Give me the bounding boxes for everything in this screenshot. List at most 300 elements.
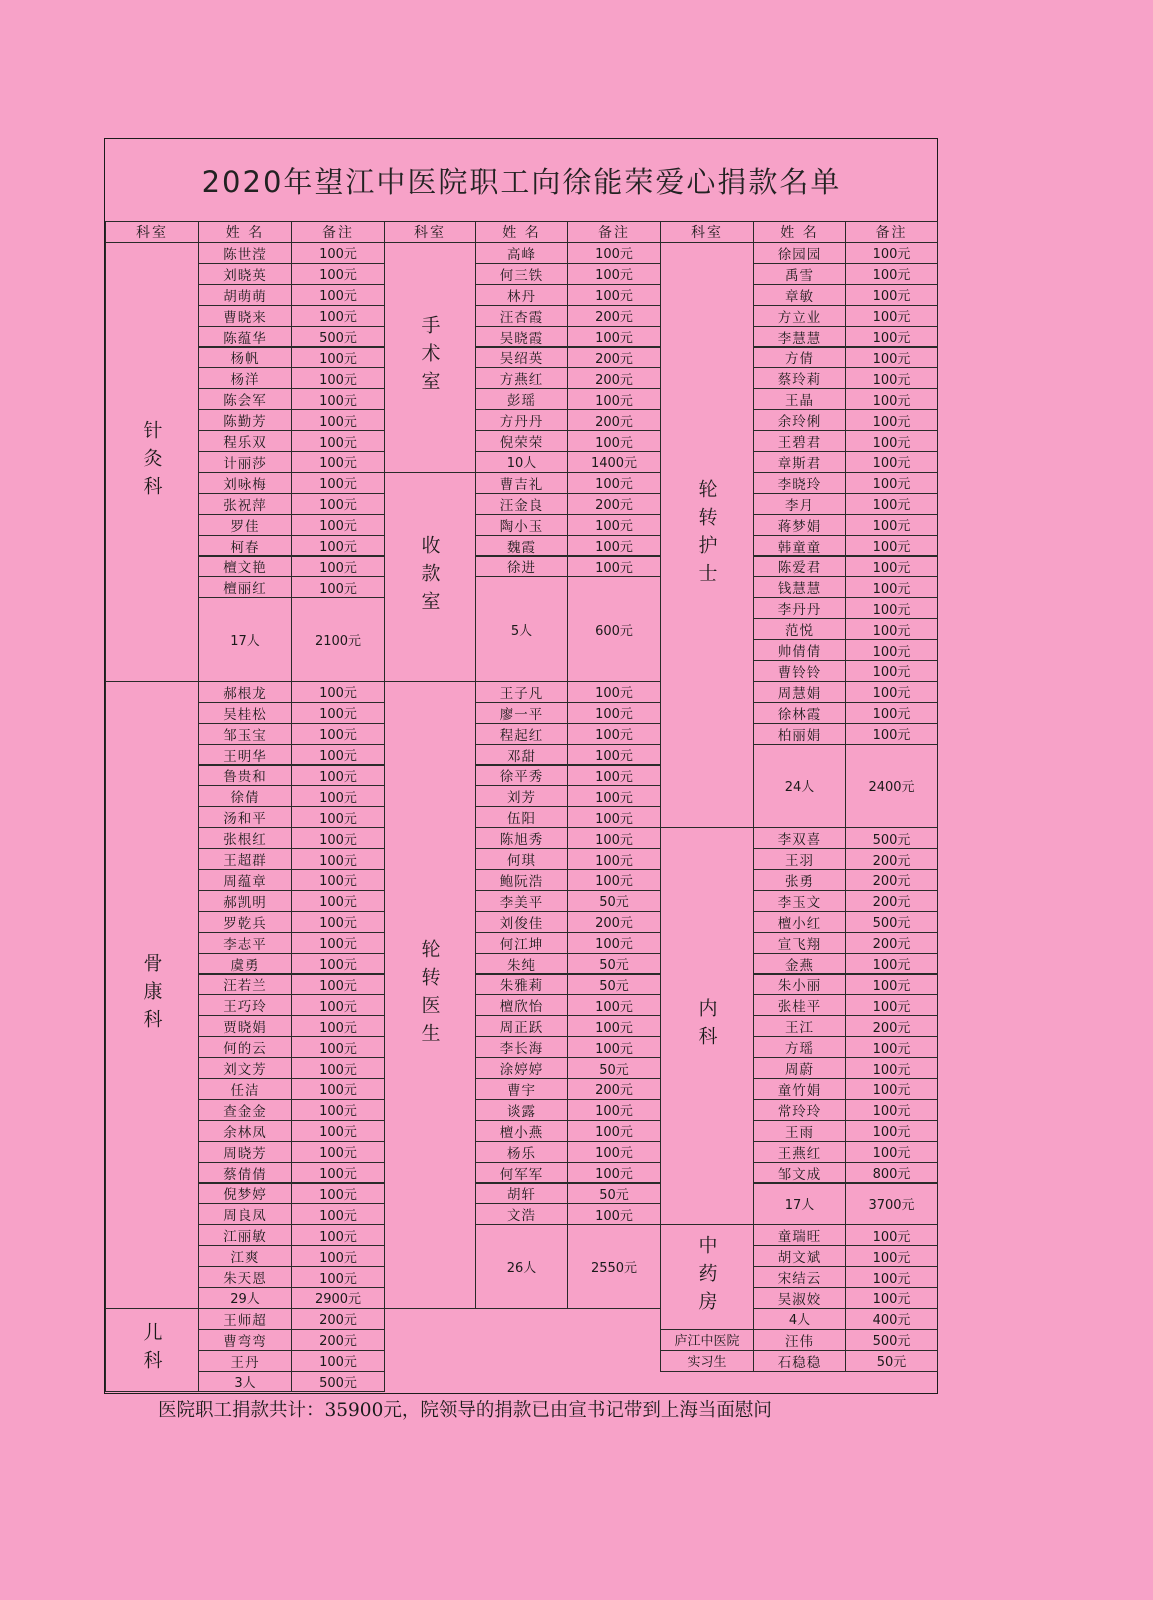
donation-amount: 100元 xyxy=(845,242,938,264)
donation-amount: 100元 xyxy=(291,472,385,494)
donation-amount: 100元 xyxy=(291,1245,385,1267)
donation-amount: 100元 xyxy=(567,242,661,264)
donation-amount: 100元 xyxy=(291,890,385,912)
donor-name: 汪金良 xyxy=(475,493,568,515)
donor-name: 王碧君 xyxy=(753,430,846,452)
donation-amount: 100元 xyxy=(291,911,385,933)
donation-amount: 100元 xyxy=(291,514,385,536)
donation-amount: 100元 xyxy=(567,472,661,494)
donation-amount: 100元 xyxy=(845,263,938,285)
dept-cell: 儿科 xyxy=(105,1308,199,1393)
donor-name: 朱雅莉 xyxy=(475,974,568,996)
donor-name: 王江 xyxy=(753,1015,846,1037)
donation-amount: 100元 xyxy=(291,1183,385,1205)
header-name: 姓 名 xyxy=(475,221,568,243)
donation-amount: 100元 xyxy=(291,493,385,515)
dept-total: 600元 xyxy=(567,576,661,682)
donor-name: 郝凯明 xyxy=(198,890,292,912)
donor-name: 徐倩 xyxy=(198,785,292,807)
donor-name: 何军军 xyxy=(475,1162,568,1184)
donation-amount: 500元 xyxy=(845,1329,938,1351)
donation-amount: 100元 xyxy=(845,1078,938,1100)
donor-name: 王师超 xyxy=(198,1308,292,1330)
donor-name: 朱纯 xyxy=(475,953,568,975)
donation-amount: 100元 xyxy=(845,535,938,557)
donor-name: 何三铁 xyxy=(475,263,568,285)
dept-count: 10人 xyxy=(475,451,568,473)
donation-amount: 100元 xyxy=(845,974,938,996)
donor-name: 周良凤 xyxy=(198,1203,292,1225)
header-note: 备注 xyxy=(845,221,938,243)
donor-name: 柏丽娟 xyxy=(753,723,846,745)
donor-name: 李慧慧 xyxy=(753,326,846,348)
donor-name: 伍阳 xyxy=(475,806,568,828)
donor-name: 蒋梦娟 xyxy=(753,514,846,536)
donation-amount: 200元 xyxy=(567,911,661,933)
donation-amount: 100元 xyxy=(845,367,938,389)
dept-cell: 轮转医生 xyxy=(384,681,476,1309)
donor-name: 周正跃 xyxy=(475,1015,568,1037)
donation-amount: 100元 xyxy=(845,347,938,369)
donor-name: 王巧玲 xyxy=(198,994,292,1016)
donation-amount: 100元 xyxy=(845,660,938,682)
donation-amount: 100元 xyxy=(291,1099,385,1121)
donation-amount: 100元 xyxy=(291,535,385,557)
donation-amount: 100元 xyxy=(291,827,385,849)
donation-amount: 200元 xyxy=(567,347,661,369)
donation-amount: 100元 xyxy=(291,785,385,807)
donor-name: 王丹 xyxy=(198,1350,292,1372)
donor-name: 刘芳 xyxy=(475,785,568,807)
donor-name: 倪梦婷 xyxy=(198,1183,292,1205)
donor-name: 邹玉宝 xyxy=(198,723,292,745)
donor-name: 柯春 xyxy=(198,535,292,557)
donor-name: 宋结云 xyxy=(753,1266,846,1288)
donor-name: 程乐双 xyxy=(198,430,292,452)
donation-amount: 100元 xyxy=(845,702,938,724)
donor-name: 檀小红 xyxy=(753,911,846,933)
donor-name: 李晓玲 xyxy=(753,472,846,494)
donation-amount: 100元 xyxy=(845,994,938,1016)
donation-amount: 100元 xyxy=(291,367,385,389)
donor-name: 胡萌萌 xyxy=(198,284,292,306)
donor-name: 徐园园 xyxy=(753,242,846,264)
donation-amount: 200元 xyxy=(291,1329,385,1351)
donor-name: 曹弯弯 xyxy=(198,1329,292,1351)
donor-name: 王子凡 xyxy=(475,681,568,703)
donor-name: 刘晓英 xyxy=(198,263,292,285)
donation-amount: 100元 xyxy=(845,430,938,452)
donation-amount: 100元 xyxy=(291,974,385,996)
donation-amount: 100元 xyxy=(845,681,938,703)
donation-amount: 100元 xyxy=(567,1015,661,1037)
donor-name: 童瑞旺 xyxy=(753,1224,846,1246)
donor-name: 周蕴章 xyxy=(198,869,292,891)
header-dept: 科室 xyxy=(660,221,754,243)
donation-amount: 100元 xyxy=(291,1224,385,1246)
donor-name: 谈露 xyxy=(475,1099,568,1121)
donation-amount: 100元 xyxy=(567,765,661,787)
donor-name: 何的云 xyxy=(198,1036,292,1058)
donation-amount: 100元 xyxy=(845,1036,938,1058)
dept-count: 3人 xyxy=(198,1371,292,1393)
donor-name: 张根红 xyxy=(198,827,292,849)
donor-name: 陈爱君 xyxy=(753,556,846,578)
donor-name: 张勇 xyxy=(753,869,846,891)
donor-name: 吴绍英 xyxy=(475,347,568,369)
donor-name: 童竹娟 xyxy=(753,1078,846,1100)
donor-name: 周慧娟 xyxy=(753,681,846,703)
donation-amount: 100元 xyxy=(291,1036,385,1058)
donor-name: 胡轩 xyxy=(475,1183,568,1205)
donation-amount: 100元 xyxy=(845,556,938,578)
donor-name: 陶小玉 xyxy=(475,514,568,536)
dept-count: 5人 xyxy=(475,576,568,682)
donation-amount: 100元 xyxy=(567,514,661,536)
donor-name: 何琪 xyxy=(475,848,568,870)
donor-name: 李玉文 xyxy=(753,890,846,912)
dept-cell: 轮转护士 xyxy=(660,242,754,828)
donation-amount: 50元 xyxy=(567,890,661,912)
donation-amount: 100元 xyxy=(567,1203,661,1225)
donation-amount: 100元 xyxy=(291,451,385,473)
donor-name: 王晶 xyxy=(753,388,846,410)
donor-name: 李长海 xyxy=(475,1036,568,1058)
donor-name: 韩童童 xyxy=(753,535,846,557)
donation-amount: 100元 xyxy=(845,723,938,745)
donation-amount: 100元 xyxy=(291,681,385,703)
donor-name: 邓甜 xyxy=(475,744,568,766)
donor-name: 曹吉礼 xyxy=(475,472,568,494)
donor-name: 周蔚 xyxy=(753,1057,846,1079)
donation-amount: 50元 xyxy=(567,953,661,975)
donor-name: 陈世滢 xyxy=(198,242,292,264)
donor-name: 曹铃铃 xyxy=(753,660,846,682)
donation-amount: 100元 xyxy=(291,1203,385,1225)
donor-name: 李月 xyxy=(753,493,846,515)
donor-name: 程起红 xyxy=(475,723,568,745)
donor-name: 彭瑶 xyxy=(475,388,568,410)
donation-amount: 100元 xyxy=(567,388,661,410)
donation-amount: 100元 xyxy=(291,430,385,452)
donor-name: 鲁贵和 xyxy=(198,765,292,787)
donor-name: 王雨 xyxy=(753,1120,846,1142)
donation-amount: 100元 xyxy=(567,785,661,807)
donation-amount: 100元 xyxy=(567,284,661,306)
donation-amount: 100元 xyxy=(567,806,661,828)
donor-name: 吴桂松 xyxy=(198,702,292,724)
donor-name: 汪若兰 xyxy=(198,974,292,996)
donor-name: 罗佳 xyxy=(198,514,292,536)
donor-name: 朱天恩 xyxy=(198,1266,292,1288)
dept-total: 2100元 xyxy=(291,597,385,682)
donor-name: 陈勤芳 xyxy=(198,409,292,431)
donation-amount: 100元 xyxy=(291,806,385,828)
dept-total: 1400元 xyxy=(567,451,661,473)
dept-cell: 实习生 xyxy=(660,1350,754,1372)
dept-cell: 中药房 xyxy=(660,1224,754,1330)
donor-name: 檀小燕 xyxy=(475,1120,568,1142)
donation-amount: 100元 xyxy=(291,242,385,264)
donation-amount: 100元 xyxy=(291,932,385,954)
dept-count: 24人 xyxy=(753,744,846,829)
donor-name: 陈旭秀 xyxy=(475,827,568,849)
donor-name: 李丹丹 xyxy=(753,597,846,619)
donation-amount: 50元 xyxy=(567,1183,661,1205)
donation-amount: 100元 xyxy=(845,1287,938,1309)
dept-total: 400元 xyxy=(845,1308,938,1330)
donation-amount: 100元 xyxy=(567,994,661,1016)
donation-amount: 100元 xyxy=(567,848,661,870)
donor-name: 郝根龙 xyxy=(198,681,292,703)
donation-amount: 200元 xyxy=(567,367,661,389)
donor-name: 方瑶 xyxy=(753,1036,846,1058)
donation-amount: 200元 xyxy=(845,1015,938,1037)
donor-name: 李美平 xyxy=(475,890,568,912)
donation-amount: 100元 xyxy=(845,1224,938,1246)
donor-name: 吴淑姣 xyxy=(753,1287,846,1309)
donor-name: 魏霞 xyxy=(475,535,568,557)
donor-name: 计丽莎 xyxy=(198,451,292,473)
donor-name: 方丹丹 xyxy=(475,409,568,431)
donor-name: 廖一平 xyxy=(475,702,568,724)
donor-name: 胡文斌 xyxy=(753,1245,846,1267)
donation-amount: 200元 xyxy=(845,869,938,891)
donation-amount: 100元 xyxy=(291,1141,385,1163)
donor-name: 帅倩倩 xyxy=(753,639,846,661)
donation-amount: 100元 xyxy=(845,493,938,515)
donation-amount: 100元 xyxy=(567,1099,661,1121)
donor-name: 何江坤 xyxy=(475,932,568,954)
dept-count: 4人 xyxy=(753,1308,846,1330)
dept-cell: 骨康科 xyxy=(105,681,199,1309)
donation-amount: 100元 xyxy=(567,827,661,849)
donation-amount: 100元 xyxy=(845,1266,938,1288)
donor-name: 刘俊佳 xyxy=(475,911,568,933)
donation-amount: 100元 xyxy=(845,514,938,536)
donation-amount: 100元 xyxy=(291,1266,385,1288)
donation-amount: 500元 xyxy=(845,827,938,849)
donation-amount: 100元 xyxy=(845,1245,938,1267)
donation-amount: 100元 xyxy=(845,472,938,494)
donation-amount: 100元 xyxy=(567,535,661,557)
donation-amount: 100元 xyxy=(291,556,385,578)
donation-amount: 100元 xyxy=(567,556,661,578)
donation-amount: 200元 xyxy=(291,1308,385,1330)
donation-amount: 100元 xyxy=(291,388,385,410)
donor-name: 石稳稳 xyxy=(753,1350,846,1372)
donation-amount: 200元 xyxy=(845,932,938,954)
donation-amount: 100元 xyxy=(567,263,661,285)
donor-name: 余玲俐 xyxy=(753,409,846,431)
dept-cell: 庐江中医院 xyxy=(660,1329,754,1351)
header-dept: 科室 xyxy=(384,221,476,243)
dept-total: 500元 xyxy=(291,1371,385,1393)
donor-name: 曹宇 xyxy=(475,1078,568,1100)
donation-amount: 100元 xyxy=(845,1141,938,1163)
dept-count: 17人 xyxy=(198,597,292,682)
donation-amount: 100元 xyxy=(845,284,938,306)
donor-name: 罗乾兵 xyxy=(198,911,292,933)
donation-amount: 100元 xyxy=(567,744,661,766)
donation-amount: 100元 xyxy=(567,1162,661,1184)
donor-name: 章斯君 xyxy=(753,451,846,473)
donor-name: 檀丽红 xyxy=(198,576,292,598)
dept-count: 17人 xyxy=(753,1183,846,1226)
page-title: 2020年望江中医院职工向徐能荣爱心捐款名单 xyxy=(201,164,842,199)
donor-name: 方立业 xyxy=(753,305,846,327)
donor-name: 虞勇 xyxy=(198,953,292,975)
donation-amount: 100元 xyxy=(291,305,385,327)
donation-amount: 200元 xyxy=(567,493,661,515)
donor-name: 涂婷婷 xyxy=(475,1057,568,1079)
donor-name: 江爽 xyxy=(198,1245,292,1267)
donor-name: 任洁 xyxy=(198,1078,292,1100)
donor-name: 钱慧慧 xyxy=(753,576,846,598)
donation-amount: 100元 xyxy=(567,723,661,745)
donation-amount: 100元 xyxy=(291,1120,385,1142)
donation-amount: 100元 xyxy=(845,326,938,348)
donation-amount: 100元 xyxy=(845,409,938,431)
donation-amount: 100元 xyxy=(291,1162,385,1184)
dept-cell: 收款室 xyxy=(384,472,476,682)
dept-cell: 内科 xyxy=(660,827,754,1225)
donor-name: 蔡倩倩 xyxy=(198,1162,292,1184)
donor-name: 高峰 xyxy=(475,242,568,264)
donation-amount: 100元 xyxy=(567,932,661,954)
donation-amount: 100元 xyxy=(291,744,385,766)
donation-amount: 100元 xyxy=(845,576,938,598)
dept-total: 2550元 xyxy=(567,1224,661,1309)
donor-name: 杨洋 xyxy=(198,367,292,389)
donor-name: 王燕红 xyxy=(753,1141,846,1163)
donation-amount: 100元 xyxy=(291,1350,385,1372)
header-note: 备注 xyxy=(567,221,661,243)
donation-amount: 100元 xyxy=(845,1057,938,1079)
donor-name: 方燕红 xyxy=(475,367,568,389)
donor-name: 徐林霞 xyxy=(753,702,846,724)
donor-name: 吴晓霞 xyxy=(475,326,568,348)
donor-name: 张祝萍 xyxy=(198,493,292,515)
donor-name: 檀文艳 xyxy=(198,556,292,578)
donor-name: 章敏 xyxy=(753,284,846,306)
donor-name: 文浩 xyxy=(475,1203,568,1225)
dept-count: 29人 xyxy=(198,1287,292,1309)
donation-amount: 100元 xyxy=(291,1057,385,1079)
donation-amount: 800元 xyxy=(845,1162,938,1184)
donation-amount: 200元 xyxy=(567,409,661,431)
donation-amount: 100元 xyxy=(291,765,385,787)
donation-amount: 100元 xyxy=(291,702,385,724)
donation-amount: 100元 xyxy=(291,994,385,1016)
donation-amount: 100元 xyxy=(567,1120,661,1142)
donor-name: 王羽 xyxy=(753,848,846,870)
donation-amount: 100元 xyxy=(845,305,938,327)
dept-total: 3700元 xyxy=(845,1183,938,1226)
donation-amount: 100元 xyxy=(845,953,938,975)
donor-name: 王超群 xyxy=(198,848,292,870)
donation-amount: 500元 xyxy=(845,911,938,933)
dept-count: 26人 xyxy=(475,1224,568,1309)
donation-amount: 200元 xyxy=(567,1078,661,1100)
donor-name: 方倩 xyxy=(753,347,846,369)
donation-amount: 100元 xyxy=(845,1099,938,1121)
donor-name: 刘文芳 xyxy=(198,1057,292,1079)
donation-amount: 100元 xyxy=(567,702,661,724)
donor-name: 常玲玲 xyxy=(753,1099,846,1121)
donor-name: 杨帆 xyxy=(198,347,292,369)
donation-amount: 100元 xyxy=(291,1015,385,1037)
donor-name: 汪杏霞 xyxy=(475,305,568,327)
donor-name: 江丽敏 xyxy=(198,1224,292,1246)
header-note: 备注 xyxy=(291,221,385,243)
donation-amount: 100元 xyxy=(291,409,385,431)
donor-name: 余林凤 xyxy=(198,1120,292,1142)
donation-amount: 100元 xyxy=(567,430,661,452)
donor-name: 蔡玲莉 xyxy=(753,367,846,389)
donation-amount: 200元 xyxy=(845,848,938,870)
donor-name: 贾晓娟 xyxy=(198,1015,292,1037)
donor-name: 范悦 xyxy=(753,618,846,640)
donation-amount: 100元 xyxy=(567,1036,661,1058)
donation-amount: 100元 xyxy=(291,1078,385,1100)
donor-name: 刘咏梅 xyxy=(198,472,292,494)
donation-amount: 500元 xyxy=(291,326,385,348)
header-name: 姓 名 xyxy=(753,221,846,243)
donor-name: 倪荣荣 xyxy=(475,430,568,452)
donation-amount: 50元 xyxy=(567,974,661,996)
donation-amount: 100元 xyxy=(291,848,385,870)
donor-name: 周晓芳 xyxy=(198,1141,292,1163)
dept-cell: 针灸科 xyxy=(105,242,199,682)
donor-name: 禹雪 xyxy=(753,263,846,285)
donation-amount: 100元 xyxy=(567,681,661,703)
donation-amount: 100元 xyxy=(845,1120,938,1142)
header-dept: 科室 xyxy=(105,221,199,243)
donation-amount: 200元 xyxy=(845,890,938,912)
donation-amount: 100元 xyxy=(845,639,938,661)
donation-amount: 100元 xyxy=(845,618,938,640)
donation-amount: 100元 xyxy=(291,953,385,975)
donation-amount: 100元 xyxy=(567,869,661,891)
dept-total: 2400元 xyxy=(845,744,938,829)
donor-name: 汤和平 xyxy=(198,806,292,828)
donor-name: 徐进 xyxy=(475,556,568,578)
donation-amount: 100元 xyxy=(845,388,938,410)
donation-amount: 50元 xyxy=(567,1057,661,1079)
donor-name: 汪伟 xyxy=(753,1329,846,1351)
donation-amount: 100元 xyxy=(291,869,385,891)
donation-amount: 100元 xyxy=(291,576,385,598)
donation-amount: 100元 xyxy=(291,723,385,745)
donation-amount: 100元 xyxy=(845,597,938,619)
donor-name: 杨乐 xyxy=(475,1141,568,1163)
donor-name: 林丹 xyxy=(475,284,568,306)
donor-name: 邹文成 xyxy=(753,1162,846,1184)
header-name: 姓 名 xyxy=(198,221,292,243)
donation-amount: 200元 xyxy=(567,305,661,327)
donor-name: 王明华 xyxy=(198,744,292,766)
donation-amount: 100元 xyxy=(845,451,938,473)
donor-name: 鲍阮浩 xyxy=(475,869,568,891)
donation-amount: 100元 xyxy=(291,263,385,285)
donor-name: 陈会军 xyxy=(198,388,292,410)
donor-name: 查金金 xyxy=(198,1099,292,1121)
donation-amount: 100元 xyxy=(291,284,385,306)
donor-name: 张桂平 xyxy=(753,994,846,1016)
dept-total: 2900元 xyxy=(291,1287,385,1309)
donor-name: 曹晓来 xyxy=(198,305,292,327)
